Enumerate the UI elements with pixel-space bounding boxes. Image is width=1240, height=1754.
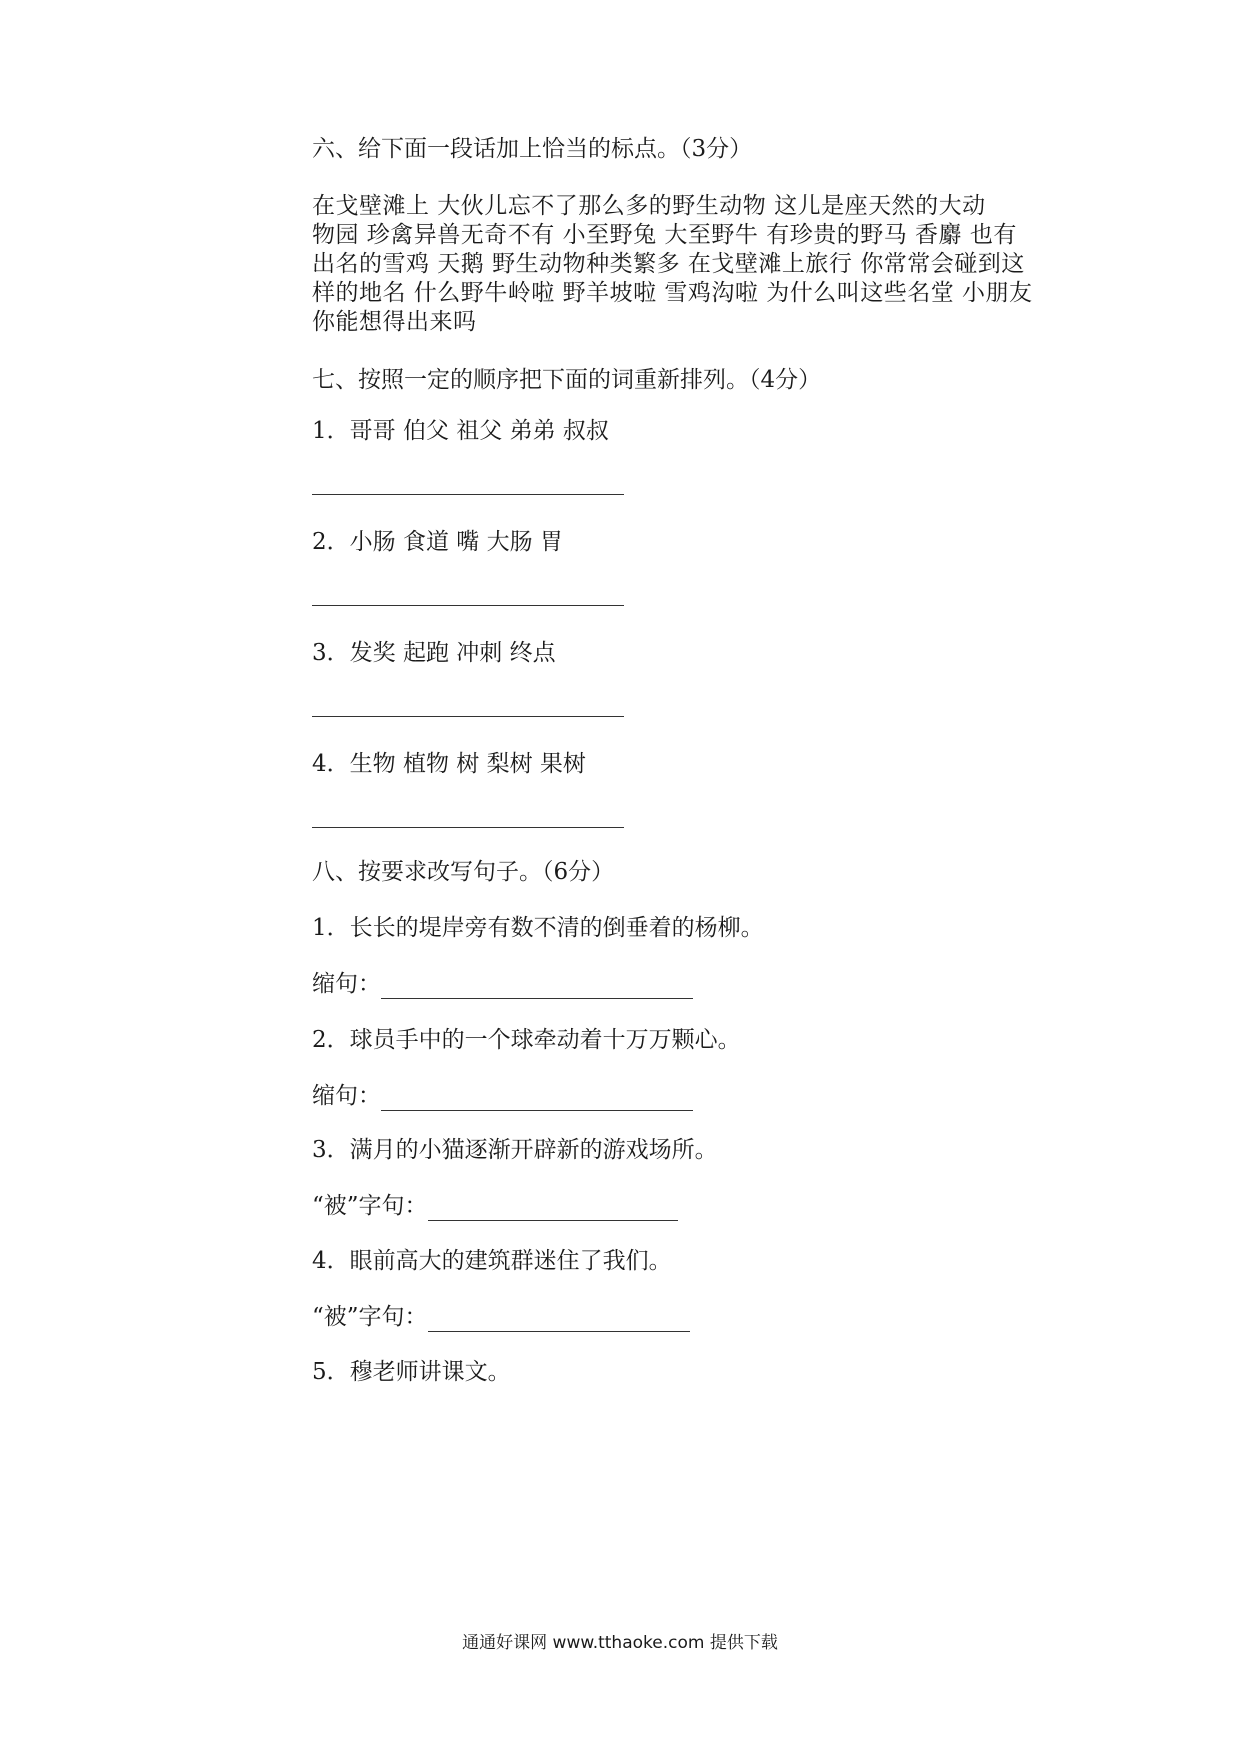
rewrite-sentence-2: 2．球员手中的一个球牵动着十万万颗心。 bbox=[312, 1027, 741, 1053]
rewrite-answer-4 bbox=[312, 1302, 690, 1332]
rewrite-sentence-4: 4．眼前高大的建筑群迷住了我们。 bbox=[312, 1248, 672, 1274]
rewrite-answer-3 bbox=[312, 1191, 678, 1221]
section-6-title: 六、给下面一段话加上恰当的标点。（3分） bbox=[312, 136, 753, 162]
paragraph-line: 样的地名 什么野牛岭啦 野羊坡啦 雪鸡沟啦 为什么叫这些名堂 小朋友 bbox=[312, 280, 1033, 306]
answer-blank[interactable] bbox=[381, 1086, 693, 1111]
rewrite-sentence-3: 3．满月的小猫逐渐开辟新的游戏场所。 bbox=[312, 1137, 718, 1163]
answer-prompt: “被”字句： bbox=[312, 1304, 428, 1330]
answer-prompt: 缩句： bbox=[312, 1083, 381, 1109]
answer-blank-4[interactable] bbox=[312, 827, 624, 828]
rewrite-sentence-5: 5．穆老师讲课文。 bbox=[312, 1359, 511, 1385]
rewrite-answer-2 bbox=[312, 1081, 693, 1111]
section-8-title: 八、按要求改写句子。（6分） bbox=[312, 859, 615, 885]
ordering-item-1: 1．哥哥 伯父 祖父 弟弟 叔叔 bbox=[312, 418, 609, 444]
paragraph-line: 出名的雪鸡 天鹅 野生动物种类繁多 在戈壁滩上旅行 你常常会碰到这 bbox=[312, 251, 1025, 277]
answer-blank[interactable] bbox=[381, 974, 693, 999]
rewrite-sentence-1: 1．长长的堤岸旁有数不清的倒垂着的杨柳。 bbox=[312, 915, 764, 941]
answer-prompt: “被”字句： bbox=[312, 1193, 428, 1219]
paragraph-line: 物园 珍禽异兽无奇不有 小至野兔 大至野牛 有珍贵的野马 香麝 也有 bbox=[312, 222, 1017, 248]
paragraph-line: 在戈壁滩上 大伙儿忘不了那么多的野生动物 这儿是座天然的大动 bbox=[312, 193, 986, 219]
rewrite-answer-1 bbox=[312, 969, 693, 999]
answer-blank[interactable] bbox=[428, 1307, 690, 1332]
footer-credit: 通通好课网 www.tthaoke.com 提供下载 bbox=[462, 1633, 778, 1653]
section-7-title: 七、按照一定的顺序把下面的词重新排列。（4分） bbox=[312, 367, 822, 393]
answer-blank-3[interactable] bbox=[312, 716, 624, 717]
answer-prompt: 缩句： bbox=[312, 971, 381, 997]
answer-blank-1[interactable] bbox=[312, 494, 624, 495]
ordering-item-4: 4．生物 植物 树 梨树 果树 bbox=[312, 751, 586, 777]
paragraph-line: 你能想得出来吗 bbox=[312, 309, 477, 335]
ordering-item-3: 3．发奖 起跑 冲刺 终点 bbox=[312, 640, 556, 666]
answer-blank[interactable] bbox=[428, 1196, 678, 1221]
ordering-item-2: 2．小肠 食道 嘴 大肠 胃 bbox=[312, 529, 563, 555]
answer-blank-2[interactable] bbox=[312, 605, 624, 606]
